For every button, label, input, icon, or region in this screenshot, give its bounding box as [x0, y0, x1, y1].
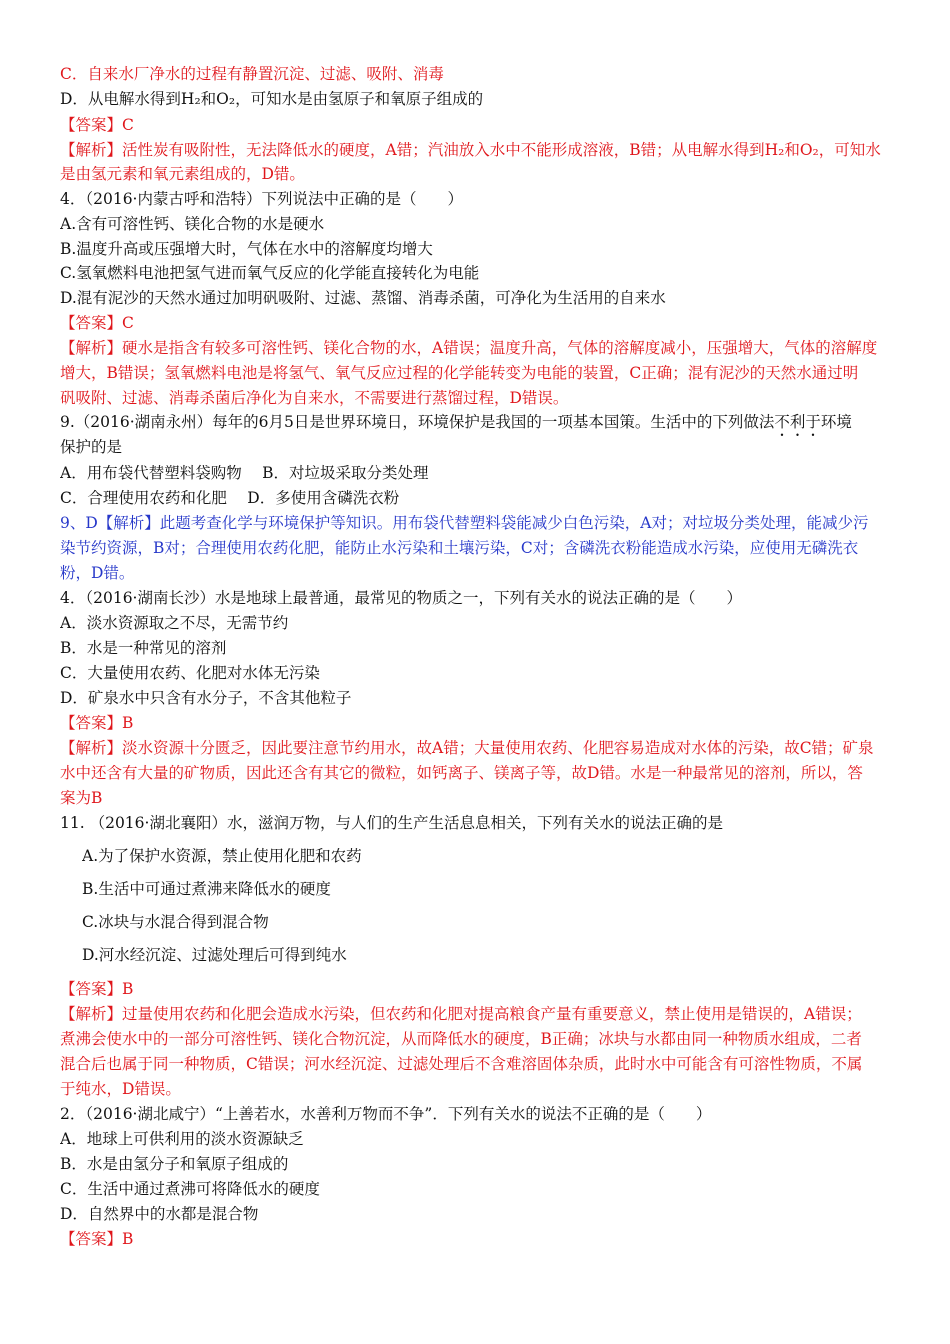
- text-line: C．自来水厂净水的过程有静置沉淀、过滤、吸附、消毒: [60, 65, 444, 83]
- text-line: 9、D【解析】此题考查化学与环境保护等知识。用布袋代替塑料袋能减少白色污染，A对；对垃圾分类处理，能减少污: [60, 514, 869, 532]
- text-line: 【答案】B: [60, 1230, 134, 1248]
- text-line: 2．（2016·湖北咸宁）“上善若水，水善利万物而不争”．下列有关水的说法不正确的是（ ）: [60, 1105, 712, 1123]
- text-line: 于纯水，D错误。: [60, 1080, 181, 1098]
- text-line: 【答案】C: [60, 314, 134, 332]
- text-line: D．矿泉水中只含有水分子，不含其他粒子: [60, 689, 352, 707]
- text-line: A.为了保护水资源，禁止使用化肥和农药: [82, 847, 362, 865]
- text-line: 【答案】C: [60, 116, 134, 134]
- text-line: D．从电解水得到H₂和O₂，可知水是由氢原子和氧原子组成的: [60, 90, 484, 108]
- text-line: 矾吸附、过滤、消毒杀菌后净化为自来水，不需要进行蒸馏过程，D错误。: [60, 389, 569, 407]
- text-line: C．合理使用农药和化肥 D．多使用含磷洗衣粉: [60, 489, 400, 507]
- text-line: 【解析】活性炭有吸附性，无法降低水的硬度，A错；汽油放入水中不能形成溶液，B错；从电解水得到H₂和O₂，可知水: [60, 141, 881, 159]
- text-line: 是由氢元素和氧元素组成的，D错。: [60, 165, 305, 183]
- text-line: 混合后也属于同一种物质，C错误；河水经沉淀、过滤处理后不含难溶固体杂质，此时水中可能含有可溶性物质，不属: [60, 1055, 863, 1073]
- text-line: 【解析】硬水是指含有较多可溶性钙、镁化合物的水，A错误；温度升高，气体的溶解度减小，压强增大，气体的溶解度: [60, 339, 878, 357]
- text-line: B．水是由氢分子和氧原子组成的: [60, 1155, 289, 1173]
- text-line: C．生活中通过煮沸可将降低水的硬度: [60, 1180, 320, 1198]
- text-line: 煮沸会使水中的一部分可溶性钙、镁化合物沉淀，从而降低水的硬度，B正确；冰块与水都由同一种物质水组成，二者: [60, 1030, 862, 1048]
- text-line: A．地球上可供利用的淡水资源缺乏: [60, 1130, 304, 1148]
- text-line: A．淡水资源取之不尽，无需节约: [60, 614, 289, 632]
- text-line: A.含有可溶性钙、镁化合物的水是硬水: [60, 215, 325, 233]
- text-line: B.生活中可通过煮沸来降低水的硬度: [82, 880, 331, 898]
- text-line: D．自然界中的水都是混合物: [60, 1205, 259, 1223]
- text-line: 水中还含有大量的矿物质，因此还含有其它的微粒，如钙离子、镁离子等，故D错。水是一种最常见的溶剂，所以，答: [60, 764, 863, 782]
- text-line: 保护的是: [60, 438, 123, 456]
- text-line: 增大，B错误；氢氧燃料电池是将氢气、氧气反应过程的化学能转变为电能的装置，C正确；混有泥沙的天然水通过明: [60, 364, 859, 382]
- text-line: 4．（2016·湖南长沙）水是地球上最普通，最常见的物质之一，下列有关水的说法正确的是（ ）: [60, 589, 742, 607]
- text-line: 粉，D错。: [60, 564, 135, 582]
- text-line: B．水是一种常见的溶剂: [60, 639, 227, 657]
- text-line: D.河水经沉淀、过滤处理后可得到纯水: [82, 946, 347, 964]
- text-line: C．大量使用农药、化肥对水体无污染: [60, 664, 320, 682]
- text-line: 4．（2016·内蒙古呼和浩特）下列说法中正确的是（ ）: [60, 190, 463, 208]
- text-line: 【解析】淡水资源十分匮乏，因此要注意节约用水，故A错；大量使用农药、化肥容易造成对水体的污染，故C错；矿泉: [60, 739, 874, 757]
- text-line: 11. （2016·湖北襄阳）水，滋润万物，与人们的生产生活息息相关，下列有关水的说法正确的是: [60, 814, 723, 832]
- text-line: 9.（2016·湖南永州）每年的6月5日是世界环境日，环境保护是我国的一项基本国策。生活中的下列做法不利于环境: [60, 413, 852, 431]
- text-line: 【答案】B: [60, 980, 134, 998]
- text-line: D.混有泥沙的天然水通过加明矾吸附、过滤、蒸馏、消毒杀菌，可净化为生活用的自来水: [60, 289, 666, 307]
- text-line: A．用布袋代替塑料袋购物 B．对垃圾采取分类处理: [60, 464, 429, 482]
- text-line: C.氢氧燃料电池把氢气进而氧气反应的化学能直接转化为电能: [60, 264, 480, 282]
- text-line: 案为B: [60, 789, 103, 807]
- text-line: 【解析】过量使用农药和化肥会造成水污染，但农药和化肥对提高粮食产量有重要意义，禁止使用是错误的，A错误；: [60, 1005, 862, 1023]
- text-line: 【答案】B: [60, 714, 134, 732]
- text-line: 染节约资源，B对；合理使用农药化肥，能防止水污染和土壤污染，C对；含磷洗衣粉能造成水污染，应使用无磷洗衣: [60, 539, 859, 557]
- text-line: B.温度升高或压强增大时，气体在水中的溶解度均增大: [60, 240, 433, 258]
- text-line: C.冰块与水混合得到混合物: [82, 913, 269, 931]
